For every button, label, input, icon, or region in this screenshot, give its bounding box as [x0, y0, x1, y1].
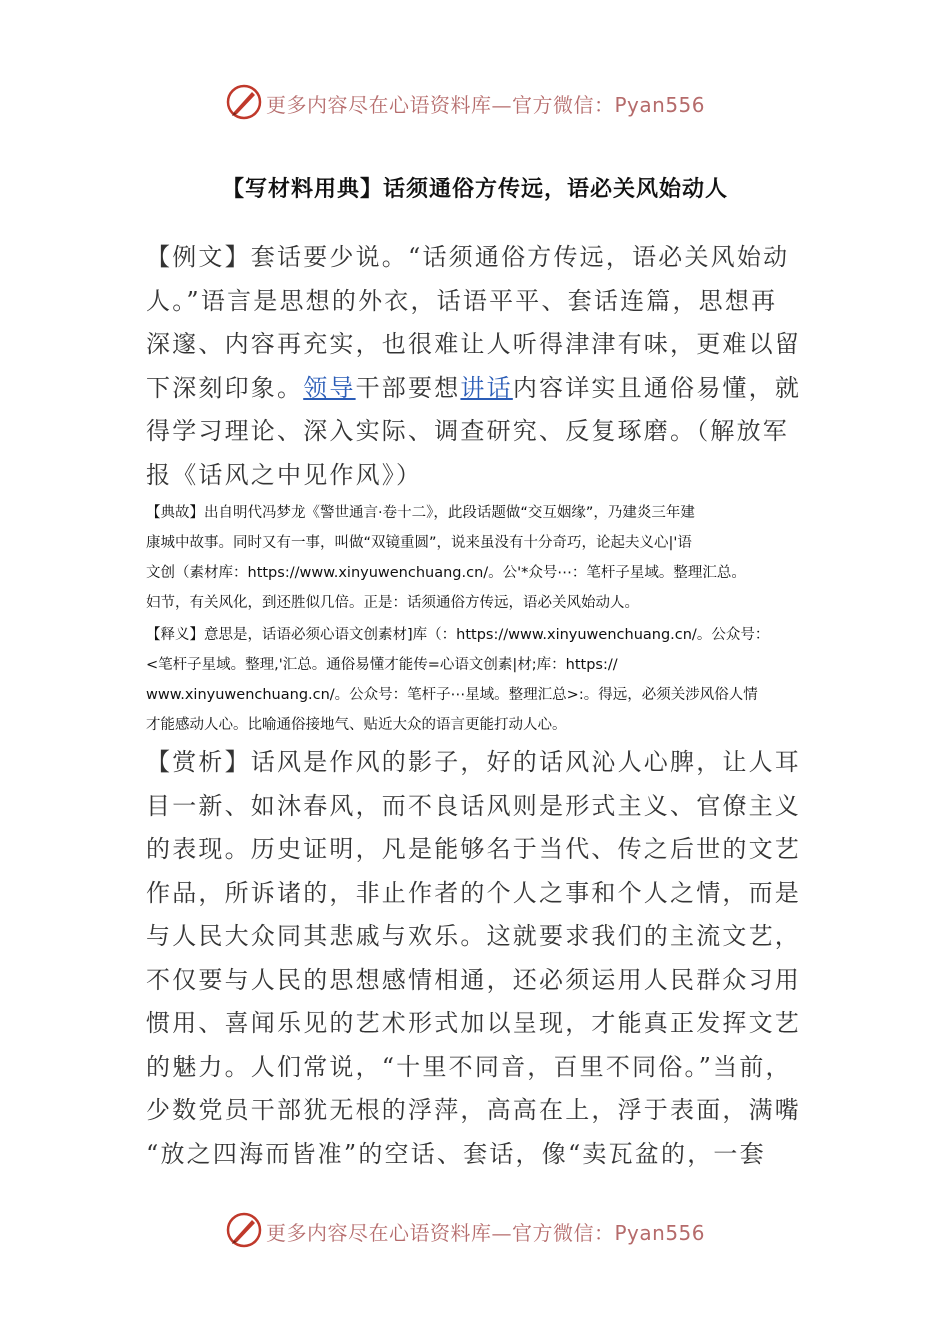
pen-logo-icon	[226, 1212, 262, 1248]
text-line: 人。”语言是思想的外衣，话语平平、套话连篇，思想再	[146, 286, 778, 315]
banner-text: 更多内容尽在心语资料库—官方微信：Pyan556	[266, 93, 706, 117]
footer-banner	[0, 1210, 950, 1250]
text-line: 妇节，有关风化，到还胜似几倍。正是：话须通俗方传远，语必关风始动人。	[146, 595, 639, 611]
document-title: 【写材料用典】话须通俗方传远，语必关风始动人	[221, 177, 728, 202]
meaning-paragraph	[146, 620, 810, 740]
header-banner	[0, 82, 950, 122]
text-line: 作品，所诉诸的，非止作者的个人之事和个人之情，而是	[146, 878, 801, 907]
analysis-paragraph	[146, 741, 806, 1176]
text-line: 【赏析】话风是作风的影子，好的话风沁人心脾，让人耳	[146, 748, 801, 776]
allusion-paragraph	[146, 498, 810, 618]
text-line: www.xinyuwenchuang.cn/。公众号：笔杆子⋯星域。整理汇总>:。得远，必须关涉风俗人情	[146, 687, 758, 703]
text-line: 下深刻印象。领导干部要想讲话内容详实且通俗易懂，就	[146, 373, 802, 402]
text-line: <笔杆子星域。整理,'汇总。通俗易懂才能传=心语文创素|材;库：https://	[146, 657, 618, 673]
text-line: 不仅要与人民的思想感情相通，还必须运用人民群众习用	[146, 965, 801, 994]
pen-logo-icon	[226, 84, 262, 120]
text-line: 文创（素材库：https://www.xinyuwenchuang.cn/。公'*众号⋯：笔杆子星域。整理汇总。	[146, 565, 746, 581]
text-line: 【例文】套话要少说。“话须通俗方传远，语必关风始动	[146, 243, 790, 271]
link-leader[interactable]: 领导	[303, 373, 356, 402]
text-line: “放之四海而皆准”的空话、套话，像“卖瓦盆的，一套	[146, 1139, 766, 1168]
text-line: 惯用、喜闻乐见的艺术形式加以呈现，才能真正发挥文艺	[146, 1009, 801, 1037]
text-line: 深邃、内容再充实，也很难让人听得津津有味，更难以留	[146, 330, 801, 358]
banner-text: 更多内容尽在心语资料库—官方微信：Pyan556	[266, 1221, 706, 1245]
text-line: 的表现。历史证明，凡是能够名于当代、传之后世的文艺	[146, 835, 801, 863]
text-line: 目一新、如沐春风，而不良话风则是形式主义、官僚主义	[146, 791, 801, 820]
text-line: 与人民大众同其悲戚与欢乐。这就要求我们的主流文艺，	[146, 922, 801, 950]
text-line: 【释义】意思是，话语必须心语文创素材]库（：https://www.xinyuwenchuang.cn/。公众号：	[146, 627, 770, 643]
text-line: 得学习理论、深入实际、调查研究、反复琢磨。（解放军	[146, 417, 789, 445]
text-line: 康城中故事。同时又有一事，叫做“双镜重圆”，说来虽没有十分奇巧，论起夫义心|'语	[146, 535, 692, 551]
text-line: 才能感动人心。比喻通俗接地气、贴近大众的语言更能打动人心。	[146, 717, 567, 733]
text-line: 少数党员干部犹无根的浮萍，高高在上，浮于表面，满嘴	[146, 1096, 801, 1124]
text-line: 报《话风之中见作风》）	[146, 460, 423, 489]
link-speech[interactable]: 讲话	[460, 373, 513, 402]
example-paragraph	[146, 236, 806, 497]
text-line: 【典故】出自明代冯梦龙《警世通言·卷十二》，此段话题做“交互姻缘”，乃建炎三年建	[146, 505, 695, 521]
text-line: 的魅力。人们常说，“十里不同音，百里不同俗。”当前，	[146, 1052, 792, 1081]
